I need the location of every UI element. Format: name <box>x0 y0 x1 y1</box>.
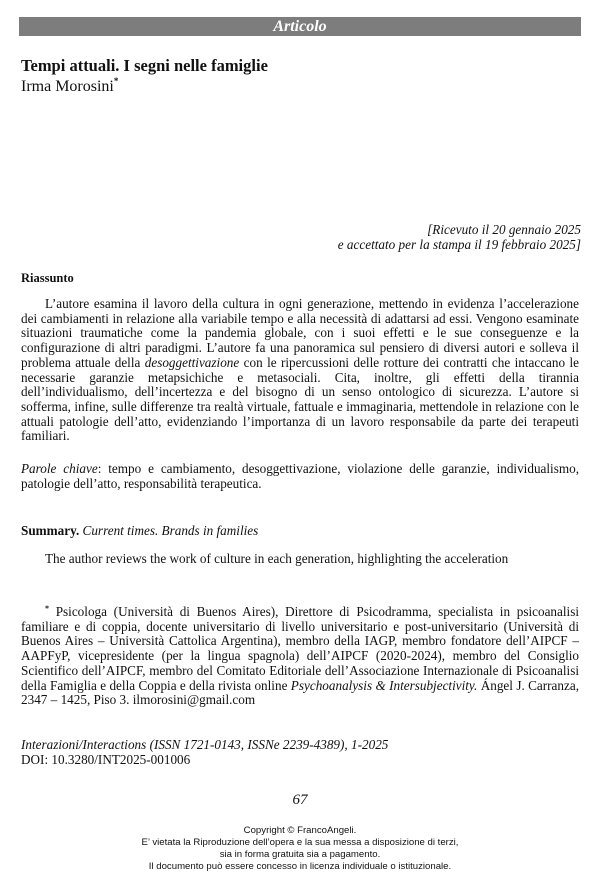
riassunto-text-part2: con le ripercussioni delle rotture dei contratti che intaccano le necessarie garanzie metapsichiche e metasociali. Cita, inoltre, gli effetti della tirannia dell’individualismo, dell’incertezza e del bisogno di un senso ontologico di sicurezza. L’autore si sofferma, infine, sulle differenze tra realtà virtuale, fattuale e immaginaria, mettendole in relazione con le attuali patologie dell’atto, evidenziando l’importanza di un lavoro responsabile da parte dei terapeuti familiari. <box>21 354 579 444</box>
riassunto-heading: Riassunto <box>21 271 74 285</box>
keywords-label: Parole chiave <box>21 461 98 476</box>
received-line-1: [Ricevuto il 20 gennaio 2025 <box>427 222 581 237</box>
riassunto-text-part1: L’autore esamina il lavoro della cultura in ogni generazione, mettendo in evidenza l’accelerazione dei cambiamenti in relazione alla variabile tempo e alla necessità di adattarsi ad essi. Vengono esaminate situazioni traumatiche come la pandemia globale, con i suoi effetti e le sue conseguenze e la configurazione di altri paradigmi. L’autore fa una panoramica sul pensiero di diversi autori e solleva il problema attuale della <box>21 296 579 370</box>
page-number: 67 <box>292 792 308 808</box>
keywords-list: : tempo e cambiamento, desoggettivazione, violazione delle garanzie, individualismo, patologie dell’atto, responsabilità terapeutica. <box>21 461 579 491</box>
copyright-line-3: sia in forma gratuita sia a pagamento. <box>219 849 381 860</box>
journal-info <box>21 738 388 767</box>
received-date <box>338 223 581 252</box>
article-title: Tempi attuali. I segni nelle famiglie <box>21 56 268 75</box>
journal-citation: Interazioni/Interactions (ISSN 1721-0143, ISSNe 2239-4389), 1-2025 <box>21 737 389 752</box>
summary-title: Current times. Brands in families <box>82 523 259 538</box>
summary-label: Summary. <box>21 523 80 538</box>
article-author <box>21 76 118 96</box>
summary-heading <box>21 523 258 539</box>
section-banner: Articolo <box>19 17 581 36</box>
copyright-line-1: Copyright © FrancoAngeli. <box>243 825 357 836</box>
footnote-text-part2: Ángel J. Carranza, 2347 – 1425, Piso 3. ilmorosini@gmail.com <box>21 677 579 708</box>
author-footnote-mark[interactable]: * <box>113 76 119 86</box>
keywords <box>21 462 579 491</box>
copyright-line-2: E’ vietata la Riproduzione dell’opera e la sua messa a disposizione di terzi, <box>141 837 459 848</box>
author-name: Irma Morosini <box>21 78 114 95</box>
author-footnote <box>21 602 579 708</box>
doi[interactable]: DOI: 10.3280/INT2025-001006 <box>21 751 191 767</box>
riassunto-text <box>21 297 579 444</box>
footnote-journal-name: Psychoanalysis & Intersubjectivity. <box>290 677 478 693</box>
copyright-line-4: Il documento può essere concesso in licenza individuale o istituzionale. <box>148 861 452 872</box>
footnote-mark: * <box>45 604 49 613</box>
riassunto-italic-term: desoggettivazione <box>144 354 240 370</box>
footnote-text-part1: Psicologa (Università di Buenos Aires), Direttore di Psicodramma, specialista in psicoanalisi familiare e di coppia, docente universitario di livello universitario e post-universitario (Università di Buenos Aires – Università Cattolica Argentina), membro della IAGP, membro fondatore dell’AIPCF – AAPFyP, vicepresidente (per la lingua spagnola) dell’AIPCF (2020-2024), membro del Consiglio Scientifico dell’AIPCF, membro del Comitato Editoriale dell’Associazione Internazionale di Psicoanalisi della Famiglia e della Coppia e della rivista online <box>21 604 579 693</box>
summary-text: The author reviews the work of culture in each generation, highlighting the acceleration <box>45 551 509 566</box>
copyright-notice <box>0 825 600 873</box>
received-line-2: e accettato per la stampa il 19 febbraio 2025] <box>337 236 581 252</box>
